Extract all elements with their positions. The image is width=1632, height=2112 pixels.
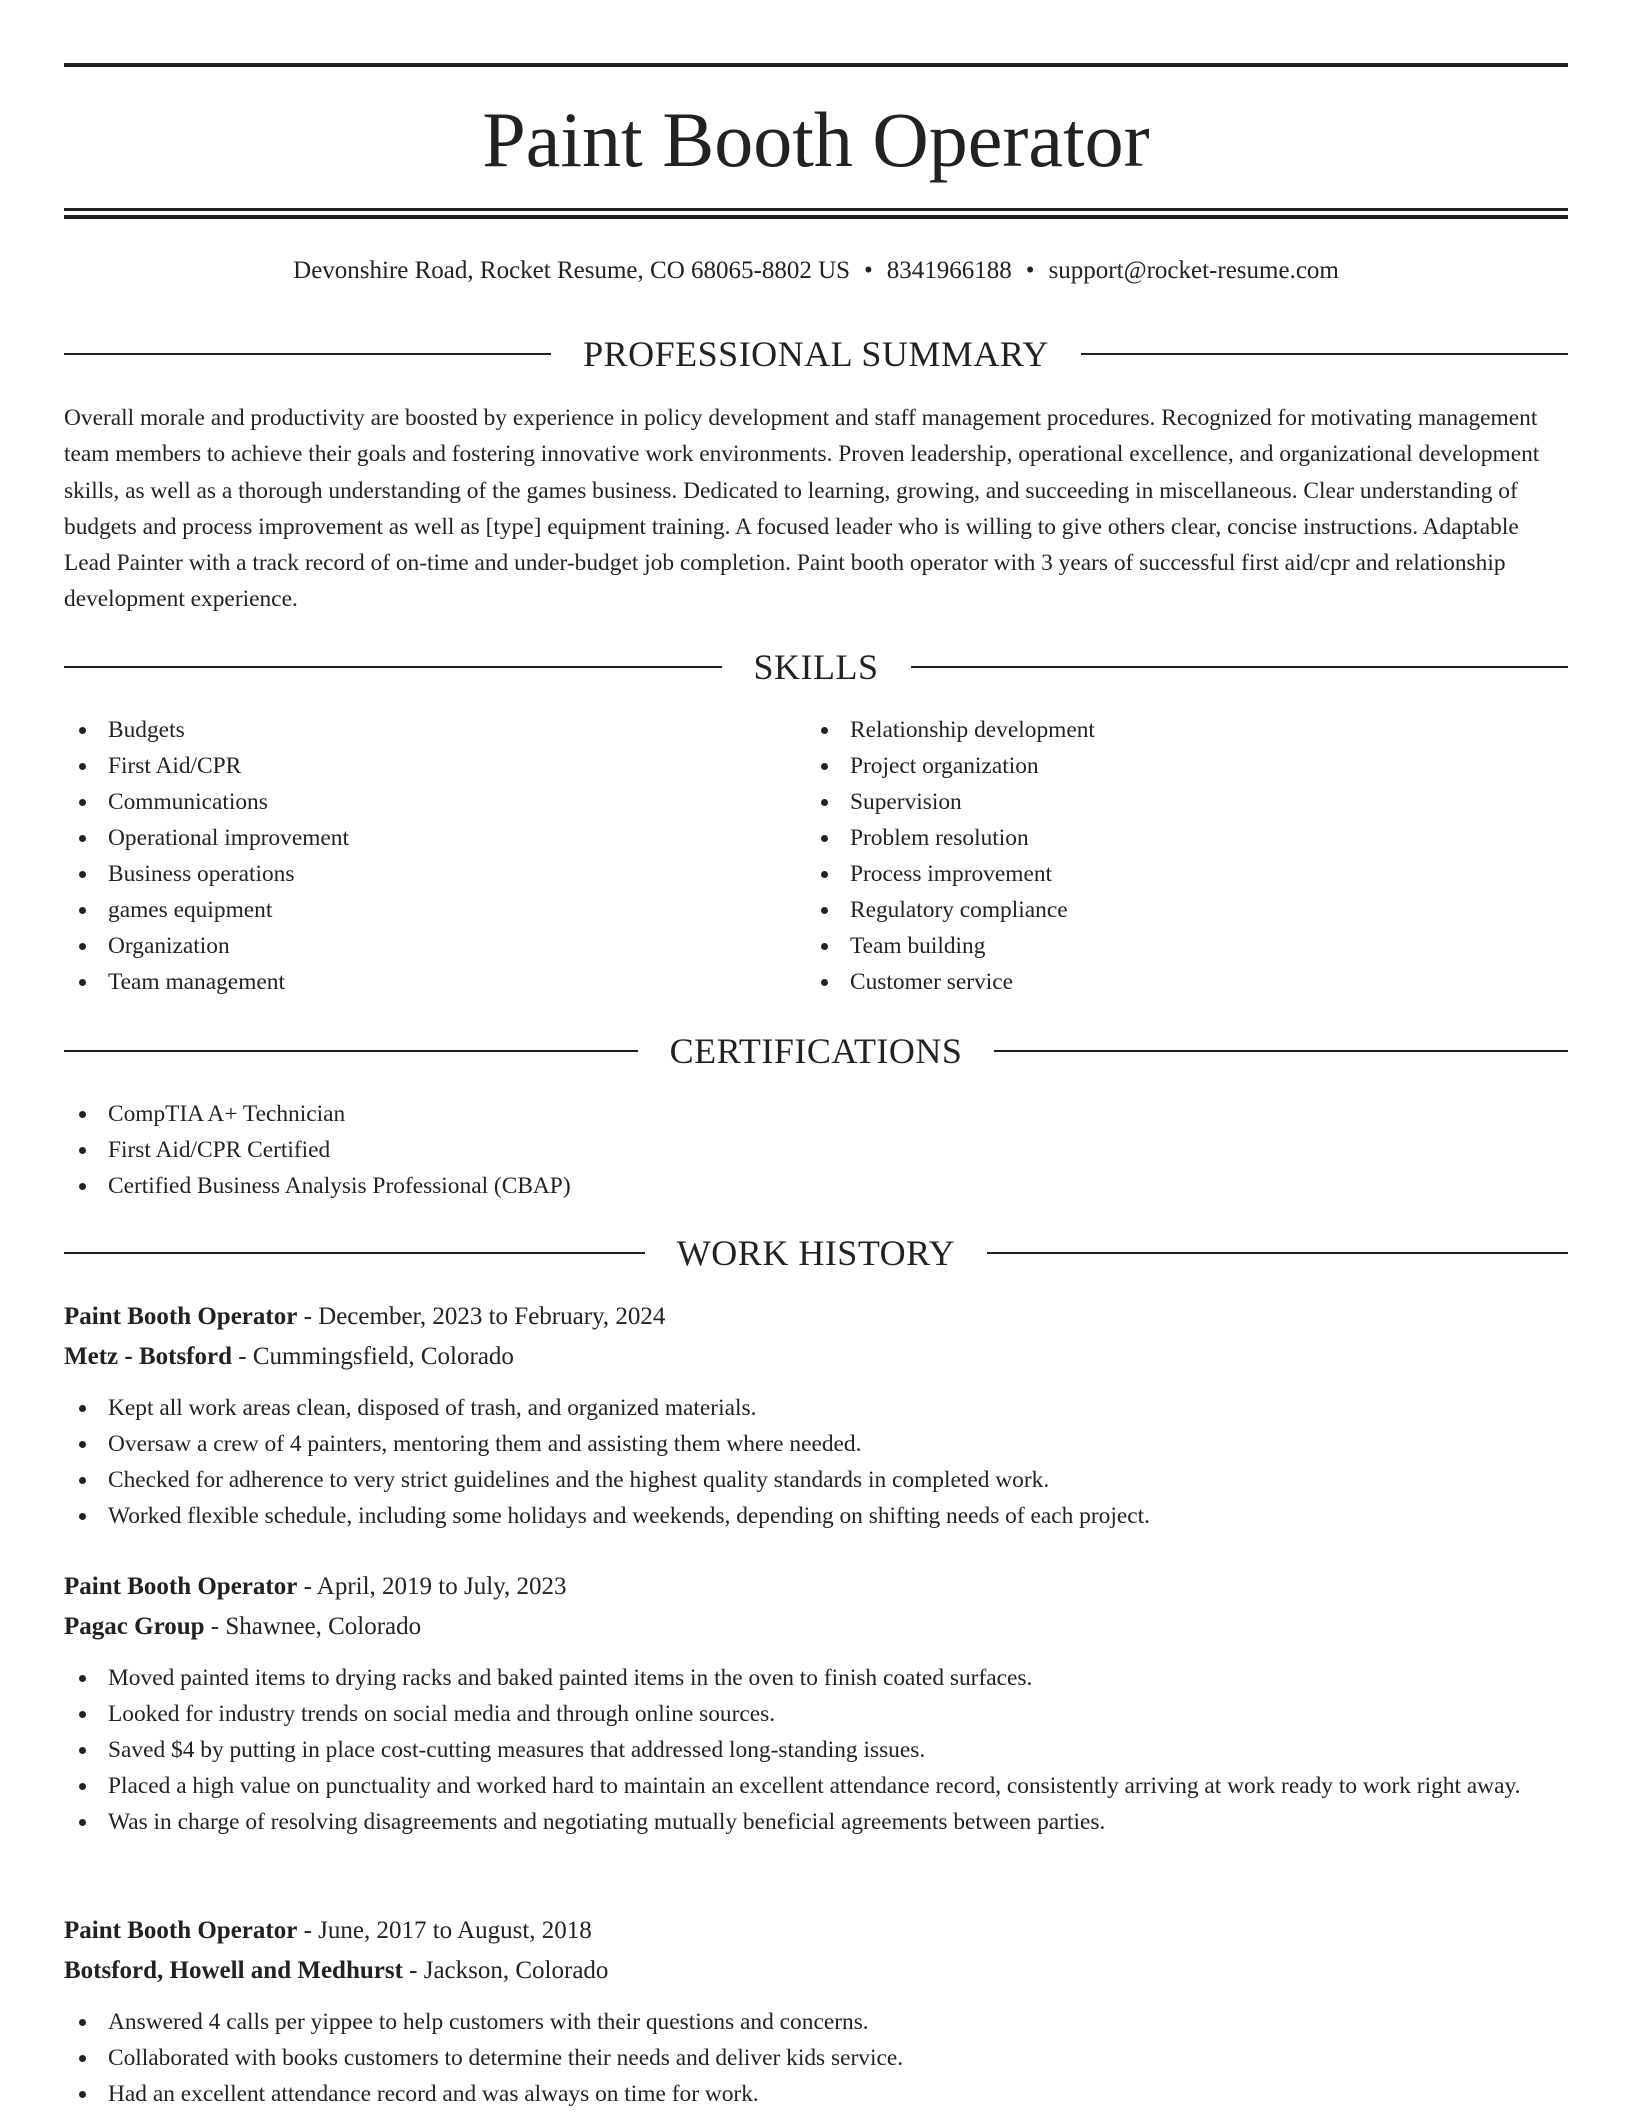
job-duty: Looked for industry trends on social media and through online sources. — [64, 1696, 1568, 1732]
skill-item: Team building — [806, 928, 1506, 964]
job-duties-list — [64, 1660, 1568, 1840]
job-company: Pagac Group — [64, 1613, 205, 1640]
contact-address: Devonshire Road, Rocket Resume, CO 68065-8802 US — [293, 257, 851, 284]
job-title-line — [64, 1567, 1568, 1607]
skill-item: Regulatory compliance — [806, 892, 1506, 928]
skills-list-right — [806, 712, 1506, 1000]
section-title-summary: PROFESSIONAL SUMMARY — [583, 334, 1049, 374]
job-duty: Kept all work areas clean, disposed of trash, and organized materials. — [64, 1390, 1568, 1426]
certification-item: First Aid/CPR Certified — [64, 1132, 1568, 1168]
skill-item: Team management — [64, 964, 764, 1000]
section-header-certifications — [64, 1029, 1568, 1073]
job-company-line — [64, 1337, 1568, 1377]
job-duty: Collaborated with books customers to determine their needs and deliver kids service. — [64, 2040, 1568, 2076]
skill-item: Budgets — [64, 712, 764, 748]
job-location: - Jackson, Colorado — [402, 1957, 609, 1984]
section-rule-left — [64, 666, 722, 668]
job-duties-list — [64, 2004, 1568, 2112]
job-location: - Shawnee, Colorado — [204, 1613, 422, 1640]
summary-text: Overall morale and productivity are boosted by experience in policy development and staff management procedures. Recognized for motivating management team members to achieve their goals and fostering innovative work environments. Proven leadership, operational excellence, and organizational development skills, as well as a thorough understanding of the games business. Dedicated to learning, growing, and succeeding in miscellaneous. Clear understanding of budgets and process improvement as well as [type] equipment training. A focused leader who is willing to give others clear, concise instructions. Adaptable Lead Painter with a track record of on-time and under-budget job completion. Paint booth operator with 3 years of successful first aid/cpr and relationship development experience. — [64, 405, 1540, 613]
job-dates: - June, 2017 to August, 2018 — [297, 1917, 592, 1944]
contact-phone: 8341966188 — [886, 257, 1012, 284]
job-role: Paint Booth Operator — [64, 1917, 298, 1944]
job-entry — [64, 1567, 1568, 1840]
job-role: Paint Booth Operator — [64, 1573, 298, 1600]
section-rule-right — [987, 1252, 1568, 1254]
section-rule-left — [64, 1252, 645, 1254]
section-header-work-history — [64, 1231, 1568, 1275]
section-rule-left — [64, 1050, 638, 1052]
header-rule-upper — [64, 208, 1568, 211]
job-company: Botsford, Howell and Medhurst — [64, 1957, 403, 1984]
skill-item: Operational improvement — [64, 820, 764, 856]
section-rule-right — [1081, 353, 1568, 355]
job-role: Paint Booth Operator — [64, 1303, 298, 1330]
section-rule-right — [911, 666, 1569, 668]
contact-line — [64, 254, 1568, 288]
job-dates: - April, 2019 to July, 2023 — [297, 1573, 567, 1600]
job-duty: Answered 4 calls per yippee to help customers with their questions and concerns. — [64, 2004, 1568, 2040]
job-duties-list — [64, 1390, 1568, 1534]
skill-item: Customer service — [806, 964, 1506, 1000]
job-duty: Saved $4 by putting in place cost-cutting measures that addressed long-standing issues. — [64, 1732, 1568, 1768]
contact-separator: • — [1025, 257, 1035, 284]
skills-list-left — [64, 712, 764, 1000]
skill-item: games equipment — [64, 892, 764, 928]
top-rule — [64, 63, 1568, 67]
skill-item: Organization — [64, 928, 764, 964]
job-duty: Had an excellent attendance record and was always on time for work. — [64, 2076, 1568, 2112]
skill-item: Problem resolution — [806, 820, 1506, 856]
skill-item: Process improvement — [806, 856, 1506, 892]
job-company-line — [64, 1951, 1568, 1991]
contact-email[interactable]: support@rocket-resume.com — [1048, 257, 1339, 284]
certifications-list — [64, 1096, 1568, 1204]
skill-item: First Aid/CPR — [64, 748, 764, 784]
section-rule-left — [64, 353, 551, 355]
contact-separator: • — [864, 257, 873, 284]
job-entry — [64, 1297, 1568, 1534]
header-rule-lower — [64, 215, 1568, 219]
job-title-line — [64, 1297, 1568, 1337]
section-rule-right — [994, 1050, 1568, 1052]
job-title-line — [64, 1911, 1568, 1951]
job-company: Metz - Botsford — [64, 1343, 232, 1370]
skill-item: Supervision — [806, 784, 1506, 820]
candidate-name: Paint Booth Operator — [482, 96, 1150, 183]
job-location: - Cummingsfield, Colorado — [232, 1343, 514, 1370]
job-dates: - December, 2023 to February, 2024 — [297, 1303, 666, 1330]
section-title-skills: SKILLS — [753, 647, 879, 687]
job-duty: Was in charge of resolving disagreements and negotiating mutually beneficial agreements between parties. — [64, 1804, 1568, 1840]
job-duty: Moved painted items to drying racks and baked painted items in the oven to finish coated surfaces. — [64, 1660, 1568, 1696]
section-header-skills — [64, 645, 1568, 689]
job-entry — [64, 1911, 1568, 2112]
section-header-summary — [64, 332, 1568, 376]
section-title-work-history: WORK HISTORY — [676, 1233, 956, 1273]
job-duty: Placed a high value on punctuality and worked hard to maintain an excellent attendance record, consistently arriving at work ready to work right away. — [64, 1768, 1568, 1804]
section-title-certifications: CERTIFICATIONS — [669, 1031, 963, 1071]
skill-item: Business operations — [64, 856, 764, 892]
job-company-line — [64, 1607, 1568, 1647]
certification-item: CompTIA A+ Technician — [64, 1096, 1568, 1132]
skill-item: Communications — [64, 784, 764, 820]
job-duty: Oversaw a crew of 4 painters, mentoring them and assisting them where needed. — [64, 1426, 1568, 1462]
job-duty: Worked flexible schedule, including some holidays and weekends, depending on shifting needs of each project. — [64, 1498, 1568, 1534]
job-duty: Checked for adherence to very strict guidelines and the highest quality standards in completed work. — [64, 1462, 1568, 1498]
certification-item: Certified Business Analysis Professional (CBAP) — [64, 1168, 1568, 1204]
skill-item: Project organization — [806, 748, 1506, 784]
skill-item: Relationship development — [806, 712, 1506, 748]
